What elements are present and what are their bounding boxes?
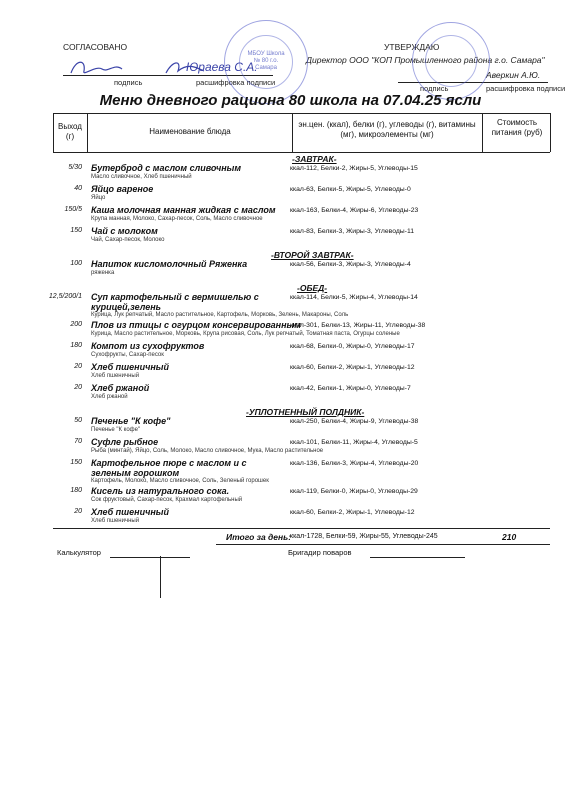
item-name: Каша молочная манная жидкая с маслом <box>91 205 276 215</box>
item-nutrition: ккал-301, Белки-13, Жиры-11, Углеводы-38 <box>290 322 426 329</box>
item-qty: 150 <box>70 227 82 234</box>
director-name: Аверкин А.Ю. <box>486 70 541 80</box>
item-qty: 180 <box>70 487 82 494</box>
school-stamp-text: МБОУ Школа № 80 г.о. Самара <box>247 51 285 71</box>
item-nutrition: ккал-60, Белки-2, Жиры-1, Углеводы-12 <box>290 509 415 516</box>
item-name: Бутерброд с маслом сливочным <box>91 163 241 173</box>
item-ingredients: Курица, Лук репчатый, Масло растительное, Картофель, Морковь, Зелень, Макароны, Соль <box>91 312 349 318</box>
item-nutrition: ккал-119, Белки-0, Жиры-0, Углеводы-29 <box>290 488 418 495</box>
item-qty: 200 <box>70 321 82 328</box>
item-qty: 70 <box>74 438 82 445</box>
item-name: Картофельное пюре с маслом и с зеленым горошком <box>91 458 247 478</box>
brigadier-signature-line <box>370 557 465 558</box>
item-qty: 180 <box>70 342 82 349</box>
item-ingredients: Хлеб пшеничный <box>91 518 140 524</box>
item-nutrition: ккал-56, Белки-3, Жиры-3, Углеводы-4 <box>290 261 411 268</box>
item-name: Хлеб ржаной <box>91 383 150 393</box>
item-ingredients: Печенье "К кофе" <box>91 427 141 433</box>
total-price: 210 <box>502 532 517 542</box>
item-qty: 20 <box>74 384 82 391</box>
item-qty: 40 <box>74 185 82 192</box>
item-qty: 12,5/200/1 <box>48 293 82 300</box>
section-title: -УПЛОТНЕННЫЙ ПОЛДНИК- <box>246 407 365 417</box>
brigadier-label: Бригадир поваров <box>288 548 352 557</box>
total-label: Итого за день: <box>226 532 292 542</box>
item-name: Хлеб пшеничный <box>91 507 169 517</box>
item-name: Напиток кисломолочный Ряженка <box>91 259 248 269</box>
item-ingredients: ряженка <box>91 270 115 276</box>
item-ingredients: Хлеб ржаной <box>91 394 128 400</box>
item-nutrition: ккал-83, Белки-3, Жиры-3, Углеводы-11 <box>290 228 414 235</box>
item-qty: 50 <box>74 417 82 424</box>
item-qty: 5/30 <box>68 164 82 171</box>
approved-name: Юраева С.А. <box>186 60 258 74</box>
header-price: Стоимость питания (руб) <box>491 118 543 137</box>
approved-label: СОГЛАСОВАНО <box>63 42 128 52</box>
item-nutrition: ккал-136, Белки-3, Жиры-4, Углеводы-20 <box>290 460 419 467</box>
item-name: Яйцо вареное <box>91 184 154 194</box>
item-nutrition: ккал-63, Белки-5, Жиры-5, Углеводы-0 <box>290 186 411 193</box>
item-ingredients: Рыба (минтай), Яйцо, Соль, Молоко, Масло сливочное, Мука, Масло растительное <box>91 448 324 454</box>
confirmed-label: УТВЕРЖДАЮ <box>384 42 440 52</box>
item-ingredients: Хлеб пшеничный <box>91 373 140 379</box>
item-qty: 20 <box>74 363 82 370</box>
item-name: Плов из птицы с огурцом консервированным <box>91 320 301 330</box>
item-qty: 20 <box>74 508 82 515</box>
item-nutrition: ккал-250, Белки-4, Жиры-9, Углеводы-38 <box>290 418 419 425</box>
item-qty: 100 <box>70 260 82 267</box>
calculator-signature-line <box>110 557 190 558</box>
item-nutrition: ккал-112, Белки-2, Жиры-5, Углеводы-15 <box>290 165 418 172</box>
item-nutrition: ккал-68, Белки-0, Жиры-0, Углеводы-17 <box>290 343 415 350</box>
item-name: Чай с молоком <box>91 226 158 236</box>
director-line: Директор ООО "КОП Промышленного района г.о. Самара" <box>306 55 545 65</box>
item-ingredients: Яйцо <box>91 195 106 201</box>
item-ingredients: Сок фруктовый, Сахар-песок, Крахмал картофельный <box>91 497 243 503</box>
section-title: -ОБЕД- <box>297 283 328 293</box>
item-name: Печенье "К кофе" <box>91 416 171 426</box>
item-name: Кисель из натурального сока. <box>91 486 230 496</box>
approved-sub-signature: подпись <box>114 78 143 87</box>
item-name: Хлеб пшеничный <box>91 362 169 372</box>
table-top-border <box>53 113 550 114</box>
item-ingredients: Картофель, Молоко, Масло сливочное, Соль, Зеленый горошек <box>91 478 269 484</box>
header-nutrition: эн.цен. (ккал), белки (г), углеводы (г), витамины (мг), микроэлементы (мг) <box>298 120 476 139</box>
item-ingredients: Крупа манная, Молоко, Сахар-песок, Соль, Масло сливочное <box>91 216 263 222</box>
approved-sub-decode: расшифровка подписи <box>196 78 276 87</box>
item-nutrition: ккал-163, Белки-4, Жиры-6, Углеводы-23 <box>290 207 419 214</box>
item-name: Компот из сухофруктов <box>91 341 205 351</box>
item-ingredients: Курица, Масло растительное, Морковь, Крупа рисовая, Соль, Лук репчатый, Томатная паста, Огурцы соленые <box>91 331 400 337</box>
item-ingredients: Сухофрукты, Сахар-песок <box>91 352 164 358</box>
item-ingredients: Чай, Сахар-песок, Молоко <box>91 237 165 243</box>
item-nutrition: ккал-42, Белки-1, Жиры-0, Углеводы-7 <box>290 385 411 392</box>
item-nutrition: ккал-60, Белки-2, Жиры-1, Углеводы-12 <box>290 364 415 371</box>
item-nutrition: ккал-114, Белки-5, Жиры-4, Углеводы-14 <box>290 294 418 301</box>
section-title: -ЗАВТРАК- <box>292 154 337 164</box>
item-ingredients: Масло сливочное, Хлеб пшеничный <box>91 174 192 180</box>
margin-line <box>160 556 161 598</box>
total-nutrition: ккал-1728, Белки-59, Жиры-55, Углеводы-245 <box>290 533 438 540</box>
director-sub-signature: подпись <box>420 84 449 93</box>
header-name: Наименование блюда <box>149 127 231 136</box>
item-qty: 150/5 <box>64 206 82 213</box>
item-name: Суфле рыбное <box>91 437 159 447</box>
header-output: Выход (г) <box>58 122 82 141</box>
calculator-label: Калькулятор <box>57 548 101 557</box>
section-title: -ВТОРОЙ ЗАВТРАК- <box>271 250 354 260</box>
table-header-bottom-border <box>53 152 550 153</box>
company-stamp <box>412 22 490 100</box>
director-sub-decode: расшифровка подписи <box>486 84 566 93</box>
item-qty: 150 <box>70 459 82 466</box>
page-title: Меню дневного рациона 80 школа на 07.04.25 ясли <box>99 92 482 109</box>
table-bottom-border <box>53 528 550 529</box>
item-name: Суп картофельный с вермишелью с курицей,зелень <box>91 292 259 312</box>
item-nutrition: ккал-101, Белки-11, Жиры-4, Углеводы-5 <box>290 439 418 446</box>
